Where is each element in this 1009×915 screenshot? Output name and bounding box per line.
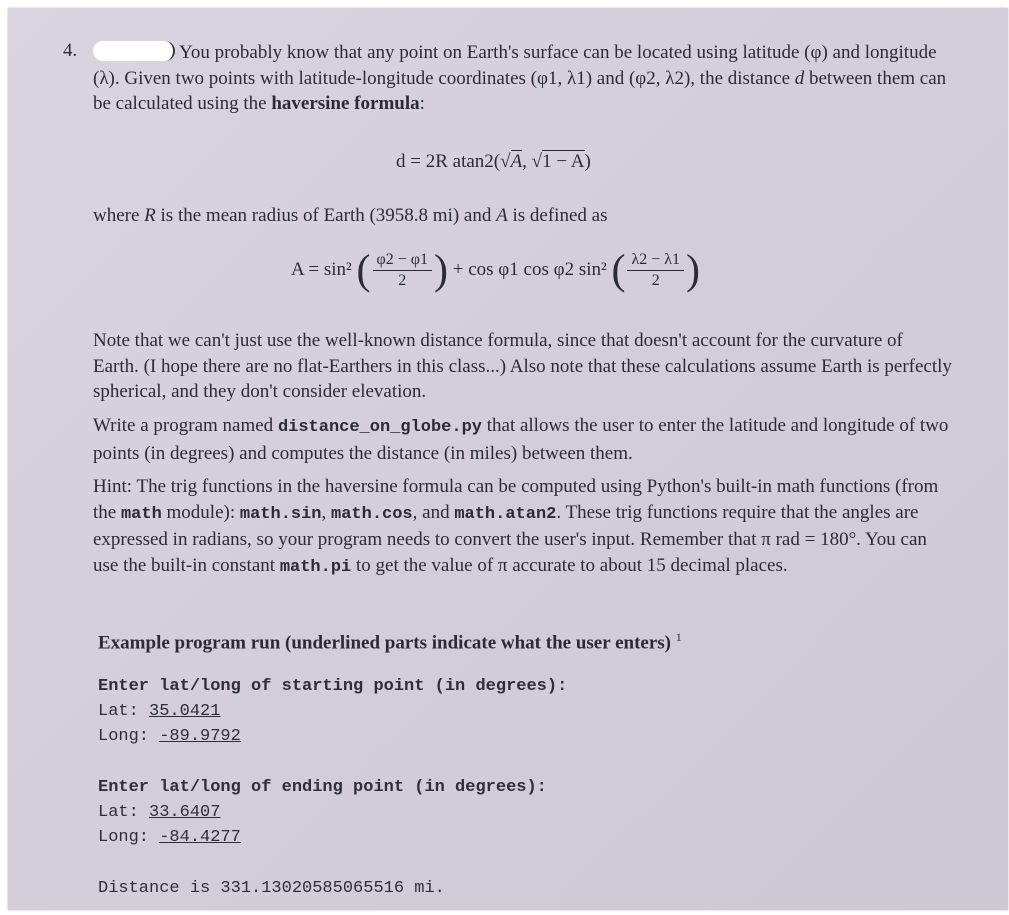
example-heading: Example program run (underlined parts indicate what the user enters) $^1$ xyxy=(98,630,682,654)
hint-paragraph: Hint: The trig functions in the haversine formula can be computed using Python's built-in math functions (from the math module): math.sin, math.cos, and math.atan2. These trig functions require that the angles are expressed in radians, so your program needs to convert the user's input. Remember that π rad = 180°. You can use the built-in constant math.pi to get the value of π accurate to about 15 decimal places. xyxy=(93,476,939,577)
start-long-input: -89.9792 xyxy=(159,727,241,746)
filename: distance_on_globe.py xyxy=(277,418,482,437)
end-long-input: -84.4277 xyxy=(159,828,241,847)
intro-paragraph: You probably know that any point on Earth's surface can be located using latitude (φ) and longitude (λ). Given two points with latitude-longitude coordinates (φ1, λ1) and (φ2, λ2), the distance d between them can be calculated using the haversine formula: xyxy=(93,42,947,114)
document-photo xyxy=(8,8,1008,910)
problem-number: 4. xyxy=(63,40,78,61)
end-lat-input: 33.6407 xyxy=(149,803,221,822)
start-lat-input: 35.0421 xyxy=(149,702,221,721)
redaction-mark xyxy=(93,41,175,61)
task-paragraph: Write a program named distance_on_globe.py that allows the user to enter the latitude and longitude of two points (in degrees) and computes the distance (in miles) between them. xyxy=(93,415,949,464)
end-prompt: Enter lat/long of ending point (in degrees): xyxy=(98,778,547,797)
where-line: where R is the mean radius of Earth (3958.8 mi) and A is defined as xyxy=(93,205,608,226)
end-block: Enter lat/long of ending point (in degrees): Lat: 33.6407 Long: -84.4277 xyxy=(98,778,547,847)
start-block: Enter lat/long of starting point (in degrees): Lat: 35.0421 Long: -89.9792 xyxy=(98,677,568,746)
distance-formula: d = 2R atan2(√A, √1 − A) xyxy=(396,151,591,172)
result-line: Distance is 331.13020585065516 mi. xyxy=(98,879,445,898)
haversine-A-formula: A = sin² ( $\frac{\varphi 2 - \varphi 1}{2}$ ) + cos φ1 cos φ2 sin² ( $\frac{\lambda 2 - \lambda 1}{2}$ ) xyxy=(291,247,700,294)
note-paragraph: Note that we can't just use the well-known distance formula, since that doesn't account for the curvature of Earth. (I hope there are no flat-Earthers in this class...) Also note that these calculations assume Earth is perfectly spherical, and they don't consider elevation. xyxy=(93,330,952,402)
start-prompt: Enter lat/long of starting point (in degrees): xyxy=(98,677,568,696)
